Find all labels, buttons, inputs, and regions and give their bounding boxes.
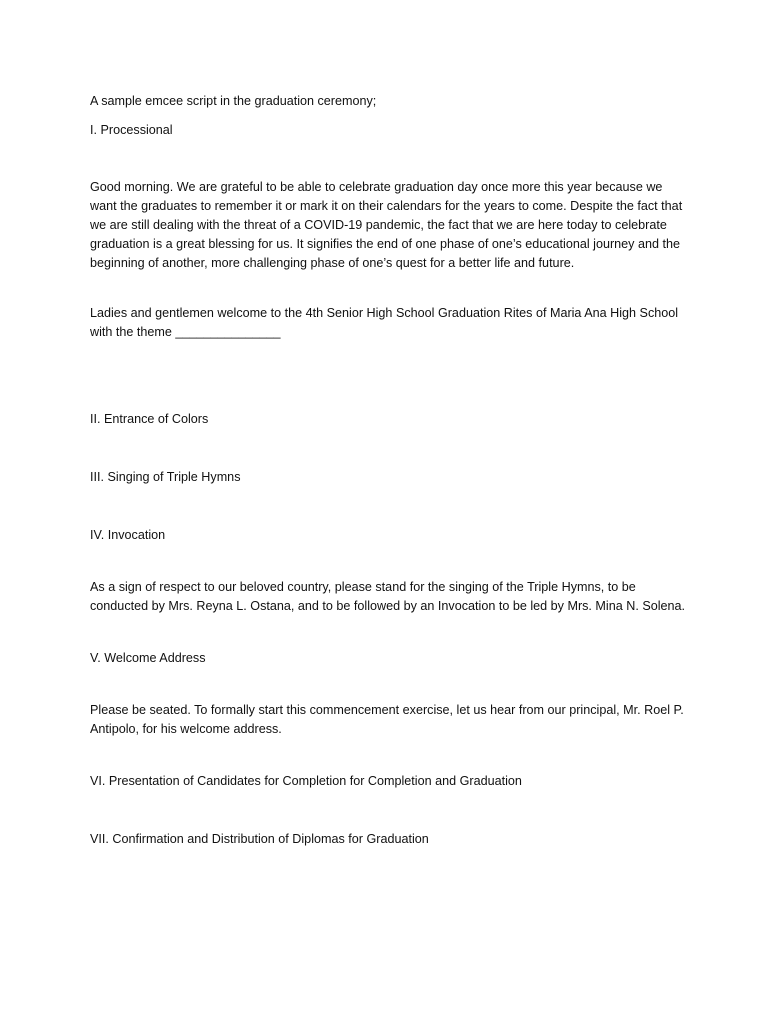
paragraph-be-seated: Please be seated. To formally start this commencement exercise, let us hear from our principal, Mr. Roel P. Antipolo, for his welcome address. (90, 703, 684, 736)
document-body (90, 92, 690, 849)
paragraph-greeting: Good morning. We are grateful to be able to celebrate graduation day once more this year because we want the graduates to remember it or mark it on their calendars for the years to come. Despite the fact that we are still dealing with the threat of a COVID-19 pandemic, the fact that we are here today to celebrate graduation is a great blessing for us. It signifies the end of one phase of one’s educational journey and the beginning of another, more challenging phase of one’s quest for a better life and future. (90, 180, 683, 270)
section-entrance-of-colors: II. Entrance of Colors (90, 412, 209, 426)
section-presentation-of-candidates: VI. Presentation of Candidates for Completion for Completion and Graduation (90, 774, 522, 788)
section-invocation: IV. Invocation (90, 528, 166, 542)
paragraph-welcome: Ladies and gentlemen welcome to the 4th Senior High School Graduation Rites of Maria Ana High School with the theme _______________ (90, 306, 679, 339)
section-confirmation-of-diplomas: VII. Confirmation and Distribution of Diplomas for Graduation (90, 832, 429, 846)
paragraph-triple-hymns: As a sign of respect to our beloved country, please stand for the singing of the Triple Hymns, to be conducted by Mrs. Reyna L. Ostana, and to be followed by an Invocation to be led by Mrs. Mina N. Solena. (90, 580, 686, 613)
section-singing-of-triple-hymns: III. Singing of Triple Hymns (90, 470, 241, 484)
section-welcome-address: V. Welcome Address (90, 651, 206, 665)
section-processional: I. Processional (90, 123, 173, 137)
intro-line: A sample emcee script in the graduation ceremony; (90, 94, 377, 108)
